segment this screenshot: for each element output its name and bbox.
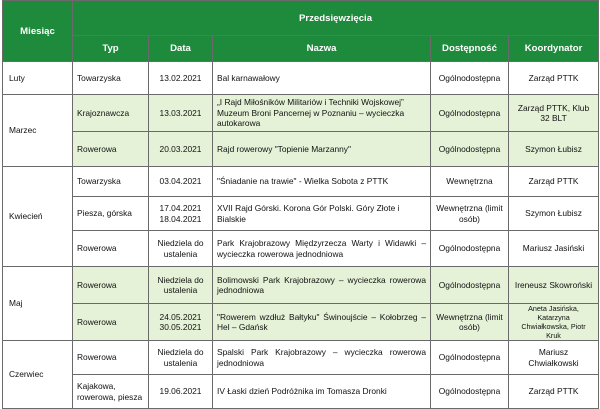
header-typ: Typ xyxy=(73,36,149,62)
availability-cell: Ogólnodostępna xyxy=(431,132,509,167)
name-cell: Bal karnawałowy xyxy=(213,62,431,95)
table-row xyxy=(3,62,599,95)
typ-cell: Towarzyska xyxy=(73,167,149,197)
name-cell: "Rowerem wzdłuż Bałtyku" Świnoujście – Kołobrzeg – Hel – Gdańsk xyxy=(213,304,431,341)
availability-cell: Ogólnodostępna xyxy=(431,267,509,304)
date-cell: 13.03.2021 xyxy=(149,95,213,132)
coordinator-cell: Zarząd PTTK xyxy=(509,375,599,409)
availability-cell: Wewnętrzna (limit osób) xyxy=(431,304,509,341)
typ-cell: Kajakowa, rowerowa, piesza xyxy=(73,375,149,409)
date-cell: 19.06.2021 xyxy=(149,375,213,409)
header-koordynator: Koordynator xyxy=(509,36,599,62)
header-dostepnosc: Dostępność xyxy=(431,36,509,62)
availability-cell: Ogólnodostępna xyxy=(431,95,509,132)
typ-cell: Rowerowa xyxy=(73,132,149,167)
typ-cell: Piesza, górska xyxy=(73,197,149,231)
month-cell: Luty xyxy=(3,62,73,95)
table-row xyxy=(3,304,599,341)
events-table xyxy=(2,0,599,409)
availability-cell: Wewnętrzna xyxy=(431,167,509,197)
coordinator-cell: Szymon Łubisz xyxy=(509,197,599,231)
date-cell: Niedziela do ustalenia xyxy=(149,267,213,304)
coordinator-cell: Szymon Łubisz xyxy=(509,132,599,167)
table-row xyxy=(3,197,599,231)
table-row xyxy=(3,341,599,375)
availability-cell: Ogólnodostępna xyxy=(431,375,509,409)
name-cell: IV Łaski dzień Podróżnika im Tomasza Dronki xyxy=(213,375,431,409)
table-row xyxy=(3,167,599,197)
table-row xyxy=(3,95,599,132)
typ-cell: Rowerowa xyxy=(73,267,149,304)
availability-cell: Ogólnodostępna xyxy=(431,62,509,95)
typ-cell: Rowerowa xyxy=(73,341,149,375)
name-cell: „I Rajd Miłośników Militariów i Techniki Wojskowej” Muzeum Broni Pancernej w Poznaniu – wycieczka autokarowa xyxy=(213,95,431,132)
name-cell: Spalski Park Krajobrazowy – wycieczka rowerowa jednodniowa xyxy=(213,341,431,375)
header-przedsiewziecia: Przedsięwzięcia xyxy=(73,1,599,36)
availability-cell: Wewnętrzna (limit osób) xyxy=(431,197,509,231)
coordinator-cell: Zarząd PTTK xyxy=(509,62,599,95)
coordinator-cell: Mariusz Jasiński xyxy=(509,231,599,267)
table-row xyxy=(3,375,599,409)
name-cell: "Śniadanie na trawie" - Wielka Sobota z PTTK xyxy=(213,167,431,197)
name-cell: XVII Rajd Górski. Korona Gór Polski. Góry Złote i Bialskie xyxy=(213,197,431,231)
date-cell: 24.05.2021 30.05.2021 xyxy=(149,304,213,341)
name-cell: Bolimowski Park Krajobrazowy – wycieczka rowerowa jednodniowa xyxy=(213,267,431,304)
name-cell: Park Krajobrazowy Międzyrzecza Warty i Widawki – wycieczka rowerowa jednodniowa xyxy=(213,231,431,267)
header-data: Data xyxy=(149,36,213,62)
coordinator-cell: Mariusz Chwiałkowski xyxy=(509,341,599,375)
date-cell: 17.04.2021 18.04.2021 xyxy=(149,197,213,231)
month-cell: Kwiecień xyxy=(3,167,73,267)
table-row xyxy=(3,132,599,167)
table-row xyxy=(3,231,599,267)
coordinator-cell: Aneta Jasińska, Katarzyna Chwiałkowska, Piotr Kruk xyxy=(509,304,599,341)
name-cell: Rajd rowerowy "Topienie Marzanny" xyxy=(213,132,431,167)
typ-cell: Krajoznawcza xyxy=(73,95,149,132)
typ-cell: Rowerowa xyxy=(73,304,149,341)
month-cell: Maj xyxy=(3,267,73,341)
date-cell: 20.03.2021 xyxy=(149,132,213,167)
month-cell: Marzec xyxy=(3,95,73,167)
coordinator-cell: Zarząd PTTK, Klub 32 BLT xyxy=(509,95,599,132)
date-cell: Niedziela do ustalenia xyxy=(149,231,213,267)
coordinator-cell: Zarząd PTTK xyxy=(509,167,599,197)
month-cell: Czerwiec xyxy=(3,341,73,409)
typ-cell: Rowerowa xyxy=(73,231,149,267)
date-cell: 03.04.2021 xyxy=(149,167,213,197)
coordinator-cell: Ireneusz Skowroński xyxy=(509,267,599,304)
date-cell: 13.02.2021 xyxy=(149,62,213,95)
header-nazwa: Nazwa xyxy=(213,36,431,62)
availability-cell: Ogólnodostępna xyxy=(431,341,509,375)
table-row xyxy=(3,267,599,304)
date-cell: Niedziela do ustalenia xyxy=(149,341,213,375)
typ-cell: Towarzyska xyxy=(73,62,149,95)
availability-cell: Ogólnodostępna xyxy=(431,231,509,267)
header-miesiac: Miesiąc xyxy=(3,1,73,62)
